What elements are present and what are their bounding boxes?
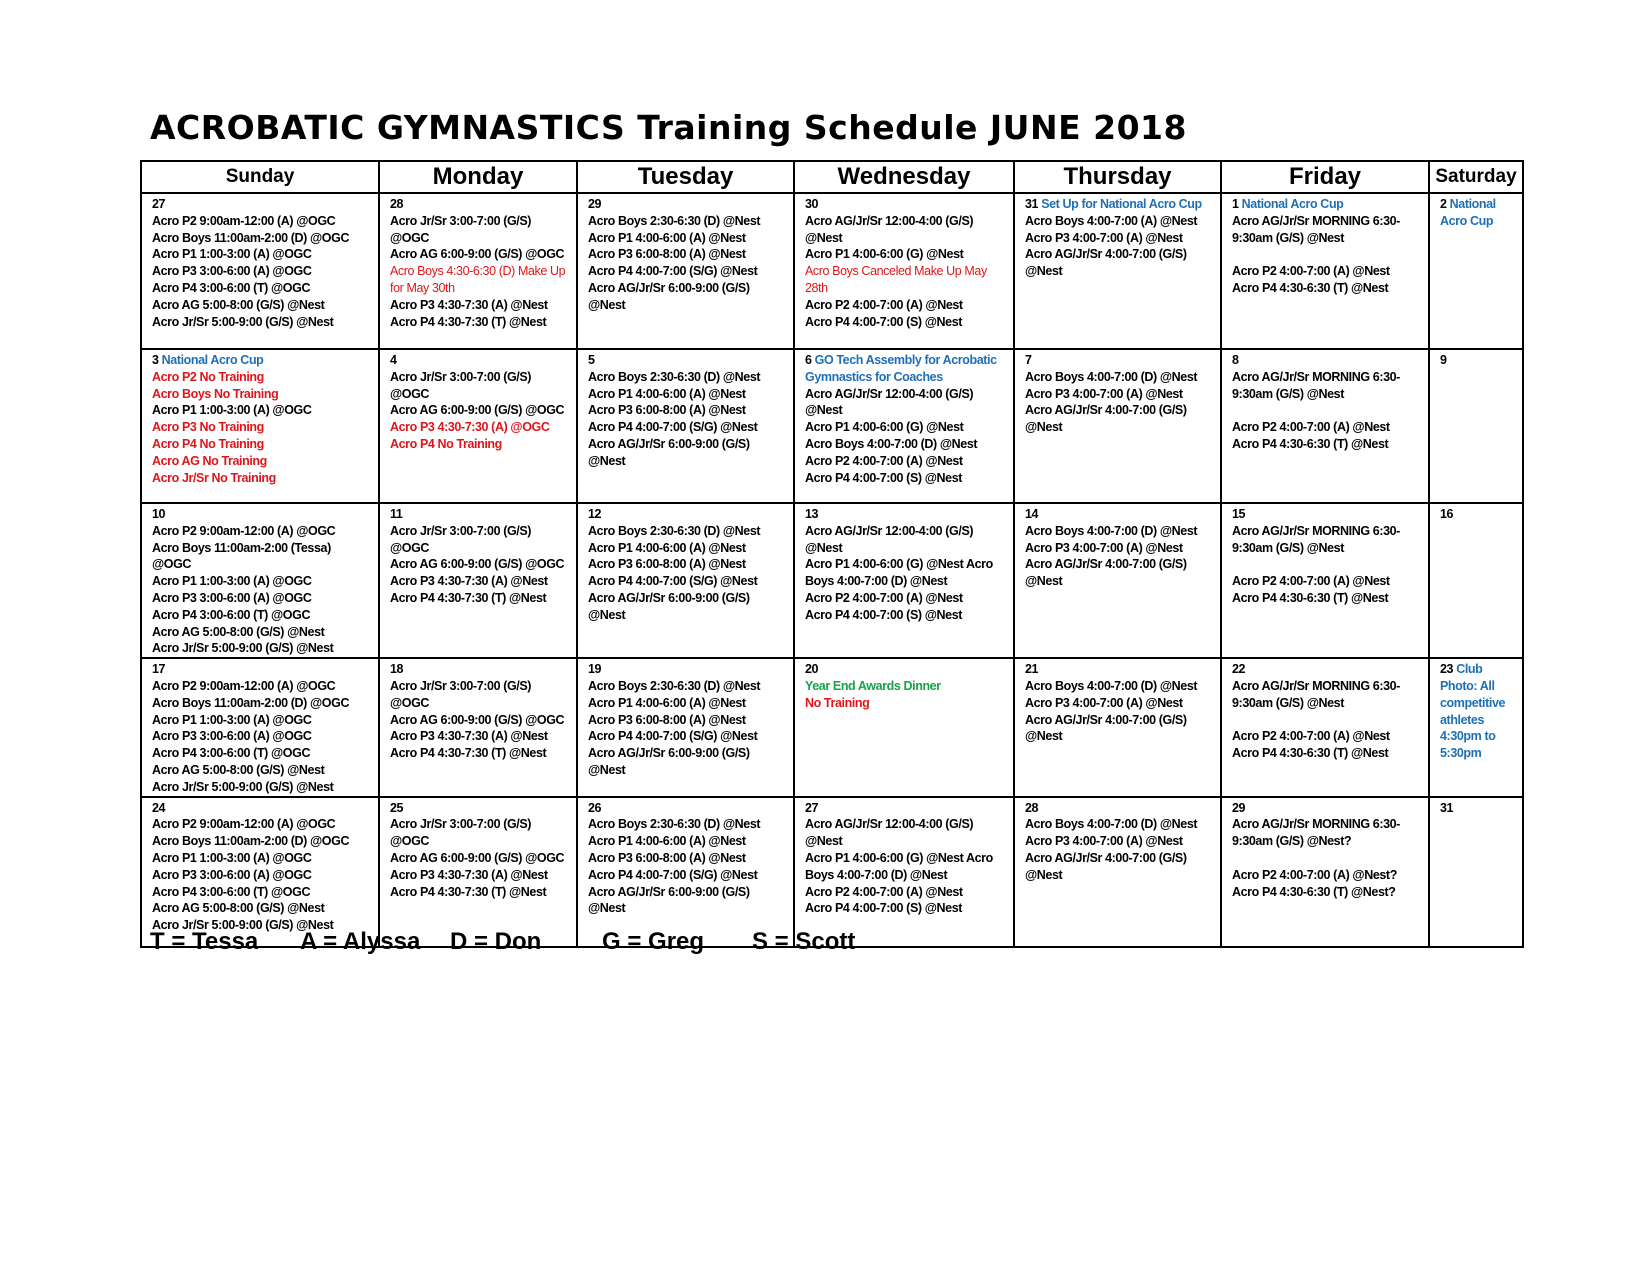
schedule-entry: Acro P2 4:00-7:00 (A) @Nest (805, 590, 963, 605)
day-cell (577, 503, 794, 658)
schedule-entry: Acro AG/Jr/Sr MORNING 6:30-9:30am (G/S) @Nest? (1232, 817, 1400, 849)
date-number: 29 (588, 197, 602, 211)
schedule-entry: Acro Boys 11:00am-2:00 (D) @OGC (152, 834, 350, 849)
day-cell (379, 658, 577, 796)
schedule-entry: Acro Boys 2:30-6:30 (D) @Nest (588, 213, 761, 228)
date-number: 25 (390, 800, 404, 815)
schedule-entry: Acro P3 6:00-8:00 (A) @Nest (588, 712, 746, 727)
schedule-entry: Acro P4 4:30-6:30 (T) @Nest (1232, 280, 1389, 295)
schedule-entry: Acro AG/Jr/Sr 4:00-7:00 (G/S) @Nest (1025, 557, 1187, 589)
week-row (141, 658, 1523, 796)
schedule-entry: Acro P2 4:00-7:00 (A) @Nest? (1232, 867, 1397, 882)
schedule-entry: Acro P2 4:00-7:00 (A) @Nest (805, 453, 963, 468)
schedule-entry: Acro P3 4:30-7:30 (A) @Nest (390, 867, 548, 882)
week-row (141, 503, 1523, 658)
schedule-entry: Acro Boys 4:00-7:00 (D) @Nest (1025, 369, 1198, 384)
schedule-entry-highlight: Acro P3 4:30-7:30 (A) @OGC (390, 420, 550, 435)
schedule-entry: Acro P4 4:30-6:30 (T) @Nest (1232, 436, 1389, 451)
event-note: National Acro Cup (161, 353, 264, 367)
event-note: GO Tech Assembly for Acrobatic Gymnastics for Coaches (805, 353, 997, 384)
schedule-entry: Acro P3 4:00-7:00 (A) @Nest (1025, 834, 1183, 849)
day-cell (577, 349, 794, 503)
schedule-entry: Acro P3 3:00-6:00 (A) @OGC (152, 729, 312, 744)
schedule-entry: Acro Jr/Sr 5:00-9:00 (G/S) @Nest (152, 641, 334, 656)
schedule-entry: Acro AG/Jr/Sr 6:00-9:00 (G/S) @Nest (588, 884, 750, 916)
day-cell (1014, 349, 1221, 503)
date-number: 9 (1440, 353, 1447, 367)
schedule-entry: Acro Boys 2:30-6:30 (D) @Nest (588, 523, 761, 538)
schedule-entry: Acro P3 4:00-7:00 (A) @Nest (1025, 695, 1183, 710)
day-cell (794, 349, 1014, 503)
date-number: 12 (588, 507, 602, 521)
schedule-entry: Acro P3 6:00-8:00 (A) @Nest (588, 403, 746, 418)
schedule-entry: Acro AG/Jr/Sr 4:00-7:00 (G/S) @Nest (1025, 403, 1187, 435)
day-cell (1429, 193, 1523, 349)
schedule-entry: Acro P1 4:00-6:00 (A) @Nest (588, 834, 746, 849)
schedule-entry: Acro P4 4:00-7:00 (S/G) @Nest (588, 574, 758, 589)
schedule-entry: Acro P4 4:30-6:30 (T) @Nest (1232, 746, 1389, 761)
day-cell (1014, 193, 1221, 349)
schedule-entry: Acro Boys 4:00-7:00 (D) @Nest (805, 436, 978, 451)
schedule-entry: Acro Jr/Sr 3:00-7:00 (G/S) @OGC (390, 678, 532, 710)
weekday-header-row (141, 161, 1523, 193)
date-number: 27 (152, 197, 166, 211)
schedule-entry: Acro P4 4:30-7:30 (T) @Nest (390, 590, 547, 605)
schedule-entry: Acro P1 4:00-6:00 (A) @Nest (588, 540, 746, 555)
schedule-entry: Acro AG 6:00-9:00 (G/S) @OGC (390, 557, 565, 572)
schedule-entry: Acro AG/Jr/Sr 4:00-7:00 (G/S) @Nest (1025, 247, 1187, 279)
schedule-entry: Acro P1 1:00-3:00 (A) @OGC (152, 850, 312, 865)
schedule-entry: Acro AG 5:00-8:00 (G/S) @Nest (152, 762, 325, 777)
schedule-entry: Acro P2 9:00am-12:00 (A) @OGC (152, 523, 336, 538)
event-note: National Acro Cup (1241, 197, 1344, 211)
schedule-entry: Acro AG 6:00-9:00 (G/S) @OGC (390, 850, 565, 865)
day-cell (794, 658, 1014, 796)
schedule-entry: Acro Boys 11:00am-2:00 (Tessa) @OGC (152, 540, 331, 572)
day-cell (141, 503, 379, 658)
date-number: 11 (390, 507, 403, 521)
schedule-entry: Acro P4 4:00-7:00 (S/G) @Nest (588, 420, 758, 435)
schedule-entry: Acro AG/Jr/Sr 6:00-9:00 (G/S) @Nest (588, 436, 750, 468)
schedule-entry: Acro P4 4:30-7:30 (T) @Nest (390, 746, 547, 761)
schedule-entry: Acro AG 5:00-8:00 (G/S) @Nest (152, 297, 325, 312)
day-cell (379, 349, 577, 503)
schedule-entry: Acro Boys 4:00-7:00 (D) @Nest (1025, 817, 1198, 832)
date-number: 20 (805, 662, 819, 677)
schedule-entry: Acro AG/Jr/Sr 4:00-7:00 (G/S) @Nest (1025, 850, 1187, 882)
schedule-entry: Acro AG/Jr/Sr 4:00-7:00 (G/S) @Nest (1025, 712, 1187, 744)
schedule-entry: Acro AG/Jr/Sr 12:00-4:00 (G/S) @Nest (805, 213, 974, 245)
schedule-entry: Acro Boys 2:30-6:30 (D) @Nest (588, 678, 761, 693)
date-number: 1 (1232, 197, 1239, 211)
date-number: 28 (1025, 800, 1039, 815)
date-number: 15 (1232, 507, 1246, 521)
day-cell (1429, 658, 1523, 796)
schedule-entry: Acro Boys 11:00am-2:00 (D) @OGC (152, 230, 350, 245)
date-number: 31 (1025, 197, 1039, 211)
date-number: 3 (152, 353, 159, 367)
schedule-entry: Acro AG 6:00-9:00 (G/S) @OGC (390, 403, 565, 418)
day-cell (794, 193, 1014, 349)
event-note: National Acro Cup (1440, 197, 1496, 228)
legend-item: S = Scott (752, 928, 856, 955)
schedule-entry: Acro P1 4:00-6:00 (A) @Nest (588, 695, 746, 710)
schedule-entry: Acro P3 4:30-7:30 (A) @Nest (390, 729, 548, 744)
day-cell (141, 797, 379, 947)
date-number: 14 (1025, 507, 1039, 521)
schedule-entry: Acro P1 4:00-6:00 (G) @Nest Acro Boys 4:00-7:00 (D) @Nest (805, 850, 993, 882)
date-number: 29 (1232, 800, 1246, 815)
schedule-entry-cancelled: Acro P4 No Training (390, 436, 502, 451)
day-header-saturday: Saturday (1429, 161, 1523, 193)
schedule-entry: Acro Jr/Sr 3:00-7:00 (G/S) @OGC (390, 369, 532, 401)
legend-item: D = Don (450, 928, 542, 955)
schedule-entry: Acro P3 4:00-7:00 (A) @Nest (1025, 230, 1183, 245)
schedule-entry: Acro P2 9:00am-12:00 (A) @OGC (152, 678, 336, 693)
day-cell (379, 193, 577, 349)
day-cell (1429, 797, 1523, 947)
day-header-tuesday: Tuesday (577, 161, 794, 193)
schedule-entry: Acro P3 6:00-8:00 (A) @Nest (588, 247, 746, 262)
schedule-entry-cancelled: Acro AG No Training (152, 453, 267, 468)
schedule-entry: Acro P4 4:30-6:30 (T) @Nest? (1232, 884, 1396, 899)
week-row (141, 193, 1523, 349)
date-number: 17 (152, 662, 166, 677)
legend-item: A = Alyssa (300, 928, 421, 955)
legend-item: T = Tessa (150, 928, 259, 955)
schedule-entry: Acro Boys 11:00am-2:00 (D) @OGC (152, 695, 350, 710)
date-number: 5 (588, 353, 595, 367)
schedule-entry: Acro Jr/Sr 5:00-9:00 (G/S) @Nest (152, 314, 334, 329)
date-number: 4 (390, 353, 397, 367)
schedule-entry: Acro AG/Jr/Sr MORNING 6:30-9:30am (G/S) @Nest (1232, 678, 1400, 710)
day-cell (1014, 503, 1221, 658)
day-header-wednesday: Wednesday (794, 161, 1014, 193)
schedule-entry: Acro P1 1:00-3:00 (A) @OGC (152, 247, 312, 262)
day-cell (379, 503, 577, 658)
schedule-entry: Acro P1 4:00-6:00 (A) @Nest (588, 230, 746, 245)
day-cell (379, 797, 577, 947)
day-header-sunday: Sunday (141, 161, 379, 193)
schedule-entry: Acro P4 4:00-7:00 (S/G) @Nest (588, 264, 758, 279)
schedule-entry-cancelled: Acro P4 No Training (152, 436, 264, 451)
date-number: 21 (1025, 662, 1039, 677)
date-number: 22 (1232, 662, 1246, 677)
schedule-entry: Acro P2 4:00-7:00 (A) @Nest (805, 297, 963, 312)
day-cell (577, 658, 794, 796)
day-header-thursday: Thursday (1014, 161, 1221, 193)
schedule-entry: Acro P2 9:00am-12:00 (A) @OGC (152, 213, 336, 228)
schedule-entry: Acro Boys 4:00-7:00 (D) @Nest (1025, 523, 1198, 538)
schedule-entry: Acro Jr/Sr 5:00-9:00 (G/S) @Nest (152, 918, 334, 933)
schedule-entry: Acro P4 4:00-7:00 (S) @Nest (805, 607, 963, 622)
schedule-entry: Acro AG/Jr/Sr 6:00-9:00 (G/S) @Nest (588, 590, 750, 622)
schedule-entry: Acro P2 4:00-7:00 (A) @Nest (1232, 574, 1390, 589)
schedule-entry: Acro P4 4:00-7:00 (S/G) @Nest (588, 867, 758, 882)
schedule-entry: Acro P4 4:30-7:30 (T) @Nest (390, 884, 547, 899)
schedule-entry: Acro AG 6:00-9:00 (G/S) @OGC (390, 247, 565, 262)
date-number: 31 (1440, 800, 1454, 815)
date-number: 16 (1440, 507, 1454, 521)
page-title: ACROBATIC GYMNASTICS Training Schedule JUNE 2018 (150, 108, 1187, 147)
legend-item: G = Greg (602, 928, 705, 955)
day-cell (141, 349, 379, 503)
schedule-entry: Acro AG 5:00-8:00 (G/S) @Nest (152, 901, 325, 916)
schedule-entry: Acro AG 6:00-9:00 (G/S) @OGC (390, 712, 565, 727)
schedule-entry: Acro P2 9:00am-12:00 (A) @OGC (152, 817, 336, 832)
schedule-entry: Acro P4 3:00-6:00 (T) @OGC (152, 280, 311, 295)
schedule-entry: Acro Jr/Sr 5:00-9:00 (G/S) @Nest (152, 779, 334, 794)
date-number: 19 (588, 662, 602, 677)
date-number: 30 (805, 197, 819, 211)
schedule-entry: Acro Jr/Sr 3:00-7:00 (G/S) @OGC (390, 523, 532, 555)
schedule-entry: Acro P1 4:00-6:00 (A) @Nest (588, 386, 746, 401)
event-entry: Year End Awards Dinner (805, 678, 941, 693)
day-cell (141, 193, 379, 349)
schedule-entry: Acro AG/Jr/Sr MORNING 6:30-9:30am (G/S) @Nest (1232, 523, 1400, 555)
schedule-entry: Acro P1 1:00-3:00 (A) @OGC (152, 712, 312, 727)
schedule-entry: Acro P4 4:30-7:30 (T) @Nest (390, 314, 547, 329)
day-cell (1221, 193, 1429, 349)
day-cell (1221, 797, 1429, 947)
date-number: 6 (805, 353, 812, 367)
day-cell (577, 797, 794, 947)
date-number: 28 (390, 197, 404, 211)
schedule-entry: Acro P4 4:00-7:00 (S/G) @Nest (588, 729, 758, 744)
schedule-entry: Acro P2 4:00-7:00 (A) @Nest (1232, 729, 1390, 744)
schedule-entry: Acro P3 3:00-6:00 (A) @OGC (152, 264, 312, 279)
schedule-entry: Acro P3 3:00-6:00 (A) @OGC (152, 590, 312, 605)
date-number: 13 (805, 507, 819, 521)
schedule-entry: Acro P2 4:00-7:00 (A) @Nest (1232, 420, 1390, 435)
schedule-entry: Acro P3 4:00-7:00 (A) @Nest (1025, 540, 1183, 555)
schedule-entry: Acro AG/Jr/Sr 6:00-9:00 (G/S) @Nest (588, 280, 750, 312)
schedule-entry-highlight: Acro Boys Canceled Make Up May 28th (805, 264, 987, 295)
schedule-entry: Acro P4 3:00-6:00 (T) @OGC (152, 746, 311, 761)
event-note: Set Up for National Acro Cup (1041, 197, 1202, 211)
day-header-monday: Monday (379, 161, 577, 193)
week-row (141, 797, 1523, 947)
date-number: 26 (588, 800, 602, 815)
schedule-entry: Acro P1 4:00-6:00 (G) @Nest Acro Boys 4:00-7:00 (D) @Nest (805, 557, 993, 589)
day-cell (577, 193, 794, 349)
day-cell (1221, 658, 1429, 796)
schedule-entry: Acro P4 4:00-7:00 (S) @Nest (805, 901, 963, 916)
schedule-entry: Acro P1 4:00-6:00 (G) @Nest (805, 247, 964, 262)
schedule-entry: Acro P4 4:30-6:30 (T) @Nest (1232, 590, 1389, 605)
schedule-entry: Acro P3 6:00-8:00 (A) @Nest (588, 557, 746, 572)
date-number: 27 (805, 800, 819, 815)
date-number: 18 (390, 662, 404, 677)
schedule-entry: Acro AG/Jr/Sr 6:00-9:00 (G/S) @Nest (588, 746, 750, 777)
schedule-entry: Acro P4 4:00-7:00 (S) @Nest (805, 470, 963, 485)
schedule-entry: Acro P4 3:00-6:00 (T) @OGC (152, 884, 311, 899)
schedule-entry: Acro P1 4:00-6:00 (G) @Nest (805, 420, 964, 435)
schedule-entry: Acro P1 1:00-3:00 (A) @OGC (152, 403, 312, 418)
schedule-entry: Acro Boys 4:00-7:00 (A) @Nest (1025, 213, 1198, 228)
day-cell (1014, 797, 1221, 947)
date-number: 2 (1440, 197, 1447, 211)
schedule-entry: Acro AG 5:00-8:00 (G/S) @Nest (152, 624, 325, 639)
schedule-entry-cancelled: Acro Boys No Training (152, 386, 279, 401)
schedule-entry: Acro P3 4:30-7:30 (A) @Nest (390, 574, 548, 589)
schedule-entry-cancelled: Acro P2 No Training (152, 369, 264, 384)
date-number: 8 (1232, 353, 1239, 367)
date-number: 24 (152, 800, 166, 815)
schedule-entry: Acro AG/Jr/Sr MORNING 6:30-9:30am (G/S) @Nest (1232, 213, 1400, 245)
schedule-entry: Acro Boys 4:00-7:00 (D) @Nest (1025, 678, 1198, 693)
day-cell (794, 503, 1014, 658)
schedule-entry: Acro Boys 2:30-6:30 (D) @Nest (588, 817, 761, 832)
day-header-friday: Friday (1221, 161, 1429, 193)
schedule-entry: Acro AG/Jr/Sr 12:00-4:00 (G/S) @Nest (805, 523, 974, 555)
schedule-entry: Acro Jr/Sr 3:00-7:00 (G/S) @OGC (390, 817, 532, 849)
week-row (141, 349, 1523, 503)
schedule-entry: Acro P3 4:30-7:30 (A) @Nest (390, 297, 548, 312)
schedule-entry-cancelled: No Training (805, 695, 870, 710)
schedule-entry: Acro P2 4:00-7:00 (A) @Nest (1232, 264, 1390, 279)
day-cell (794, 797, 1014, 947)
schedule-entry: Acro AG/Jr/Sr 12:00-4:00 (G/S) @Nest (805, 817, 974, 849)
schedule-entry-cancelled: Acro P3 No Training (152, 420, 264, 435)
day-cell (1221, 503, 1429, 658)
schedule-entry: Acro P3 6:00-8:00 (A) @Nest (588, 850, 746, 865)
day-cell (1014, 658, 1221, 796)
schedule-entry: Acro Boys 2:30-6:30 (D) @Nest (588, 369, 761, 384)
date-number: 23 (1440, 662, 1454, 677)
schedule-entry-highlight: Acro Boys 4:30-6:30 (D) Make Up for May 30th (390, 264, 566, 295)
schedule-entry: Acro P3 3:00-6:00 (A) @OGC (152, 867, 312, 882)
date-number: 10 (152, 507, 166, 521)
event-note: Club Photo: All competitive athletes 4:30pm to 5:30pm (1440, 662, 1506, 761)
calendar-table (140, 160, 1524, 948)
day-cell (1429, 349, 1523, 503)
schedule-entry: Acro AG/Jr/Sr 12:00-4:00 (G/S) @Nest (805, 386, 974, 418)
schedule-entry: Acro P4 3:00-6:00 (T) @OGC (152, 607, 311, 622)
day-cell (1429, 503, 1523, 658)
schedule-entry: Acro P4 4:00-7:00 (S) @Nest (805, 314, 963, 329)
day-cell (1221, 349, 1429, 503)
schedule-entry-cancelled: Acro Jr/Sr No Training (152, 470, 276, 485)
day-cell (141, 658, 379, 796)
schedule-entry: Acro P2 4:00-7:00 (A) @Nest (805, 884, 963, 899)
schedule-entry: Acro P3 4:00-7:00 (A) @Nest (1025, 386, 1183, 401)
schedule-entry: Acro Jr/Sr 3:00-7:00 (G/S) @OGC (390, 213, 532, 245)
schedule-entry: Acro P1 1:00-3:00 (A) @OGC (152, 574, 312, 589)
date-number: 7 (1025, 353, 1032, 367)
schedule-entry: Acro AG/Jr/Sr MORNING 6:30-9:30am (G/S) @Nest (1232, 369, 1400, 401)
